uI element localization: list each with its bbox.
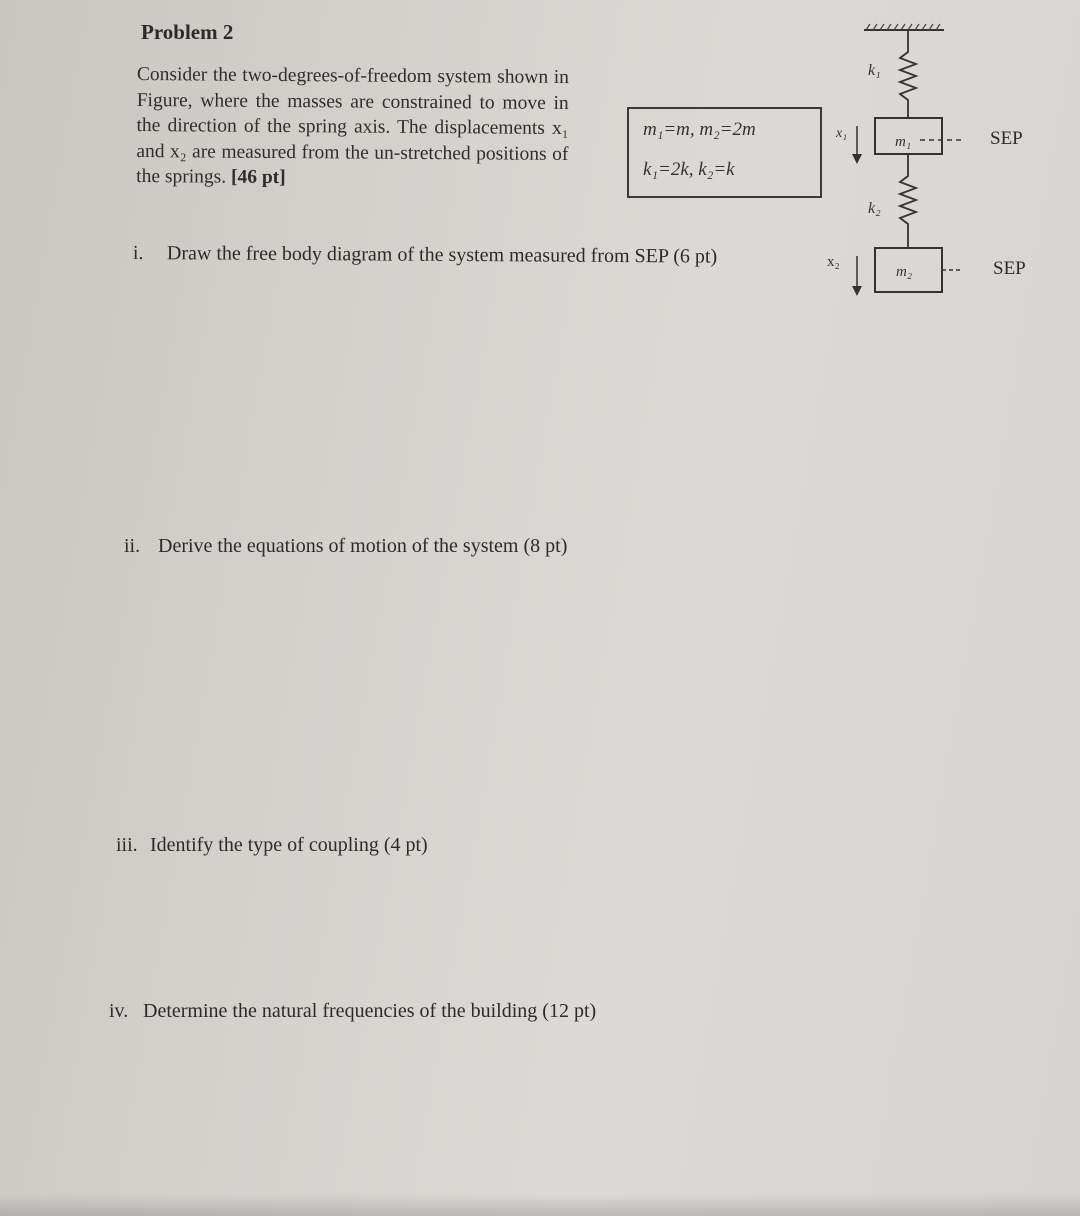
spring-mass-drawing — [820, 14, 1070, 314]
x1-label: x₁ — [836, 126, 848, 141]
mass-values: m₁=m, m₂=2m — [643, 119, 756, 140]
question-2-number: ii. — [124, 535, 141, 557]
problem-title: Problem 2 — [141, 20, 234, 44]
question-2 — [124, 535, 567, 558]
question-4 — [109, 1000, 596, 1023]
k1-label: k₁ — [868, 62, 881, 79]
sep-label-1: SEP — [990, 128, 1023, 149]
x2-arrow-head — [852, 286, 862, 296]
question-3 — [116, 834, 428, 857]
page-shadow — [0, 1194, 1080, 1216]
question-4-number: iv. — [109, 1000, 129, 1022]
question-1-number: i. — [132, 242, 144, 265]
question-3-number: iii. — [116, 834, 138, 856]
question-2-text: Derive the equations of motion of the system (8 pt) — [158, 535, 568, 557]
problem-points: [46 pt] — [230, 166, 286, 189]
x2-label: x₂ — [827, 254, 840, 270]
given-values-box — [627, 107, 822, 198]
spring-k1 — [900, 30, 916, 118]
question-3-text: Identify the type of coupling (4 pt) — [150, 834, 428, 856]
spring-k2 — [900, 154, 916, 248]
question-4-text: Determine the natural frequencies of the building (12 pt) — [143, 1000, 597, 1022]
m2-label: m₂ — [896, 264, 913, 280]
sep-label-2: SEP — [993, 258, 1026, 279]
stiffness-values: k₁=2k, k₂=k — [643, 159, 735, 180]
m1-label: m₁ — [895, 134, 912, 150]
problem-intro-text: Consider the two-degrees-of-freedom system shown in Figure, where the masses are constrained to move in the direction of the spring axis. The displacements x₁ and x₂ are measured from the un-stretched positions of the springs. — [136, 63, 569, 188]
question-1-text: Draw the free body diagram of the system measured from SEP (6 pt) — [166, 242, 718, 268]
problem-statement — [136, 62, 569, 193]
x1-arrow-head — [852, 154, 862, 164]
k2-label: k₂ — [868, 200, 881, 217]
spring-mass-figure — [820, 14, 1070, 314]
question-1 — [133, 242, 717, 269]
